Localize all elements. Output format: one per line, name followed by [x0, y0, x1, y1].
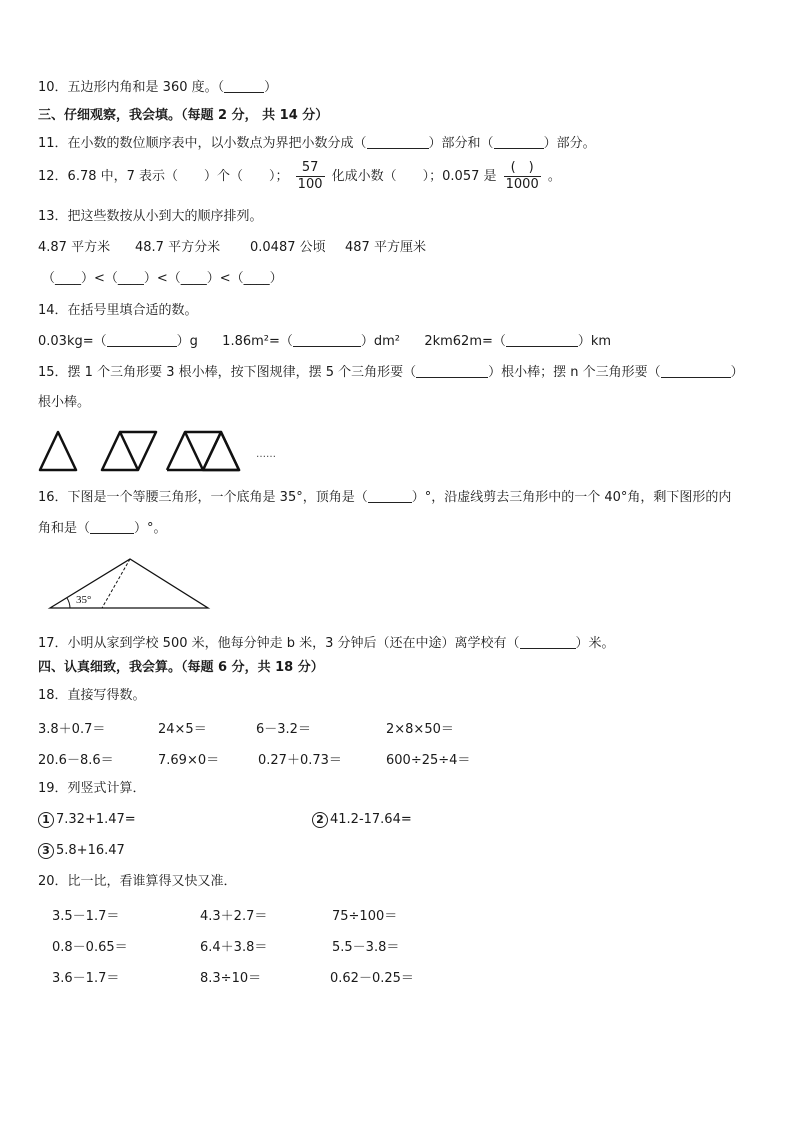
section-4-title: 四、认真细致，我会算。（每题 6 分，共 18 分） [38, 660, 324, 675]
problem: 75÷100＝ [332, 909, 398, 924]
answer-blank[interactable] [416, 365, 488, 378]
q13-item: 487 平方厘米 [345, 240, 426, 255]
problem: 6.4＋3.8＝ [200, 940, 268, 955]
angle-arc [67, 598, 70, 608]
answer-blank[interactable] [107, 334, 177, 347]
question-18: 18．直接写得数。 [38, 688, 146, 703]
problem: 8.3÷10＝ [200, 971, 262, 986]
problem: 0.27＋0.73＝ [258, 753, 342, 768]
fraction-57-100: $\frac{57}{100}$ [297, 160, 323, 192]
angle-label: 35° [76, 594, 92, 606]
problem: 3.5－1.7＝ [52, 909, 120, 924]
q19-item-3: 3 5.8+16.47 [38, 842, 125, 860]
answer-blank[interactable] [90, 521, 134, 534]
answer-blank[interactable] [224, 80, 264, 93]
question-16-cont: 角和是（ ）°。 [38, 521, 167, 536]
fraction-blank-1000[interactable]: $\frac{( )}{1000}$ [505, 160, 539, 192]
question-11: 11．在小数的数位顺序表中，以小数点为界把小数分成（ ）部分和（ ）部分。 [38, 136, 596, 151]
isosceles-triangle-figure [46, 555, 214, 613]
question-14-blanks: 0.03kg=（ ）g 1.86m²=（ ）dm² 2km62m=（ ）km [38, 334, 612, 349]
problem: 0.62－0.25＝ [330, 971, 414, 986]
problem: 3.6－1.7＝ [52, 971, 120, 986]
continuation-dots: …… [256, 449, 276, 460]
q19-item-2: 2 41.2-17.64= [312, 811, 412, 829]
question-10: 10．五边形内角和是 360 度。（ ） [38, 80, 278, 95]
answer-blank[interactable] [368, 490, 412, 503]
q13-item: 48.7 平方分米 [135, 240, 221, 255]
answer-blank[interactable] [367, 136, 429, 149]
answer-blank[interactable] [661, 365, 731, 378]
problem: 4.3＋2.7＝ [200, 909, 268, 924]
answer-blank[interactable] [293, 334, 361, 347]
question-14: 14．在括号里填合适的数。 [38, 303, 198, 318]
question-16: 16．下图是一个等腰三角形，一个底角是 35°，顶角是（ ）°，沿虚线剪去三角形中的一个 40°角，剩下图形的内 [38, 490, 732, 505]
answer-blank[interactable] [520, 636, 576, 649]
problem: 600÷25÷4＝ [386, 753, 471, 768]
triangles-3-bottom [167, 432, 239, 470]
q19-item-1: 1 7.32+1.47= [38, 811, 136, 829]
problem: 6－3.2＝ [256, 722, 311, 737]
q13-item: 4.87 平方米 [38, 240, 111, 255]
question-13: 13．把这些数按从小到大的顺序排列。 [38, 209, 263, 224]
problem: 24×5＝ [158, 722, 207, 737]
problem: 0.8－0.65＝ [52, 940, 128, 955]
question-17: 17．小明从家到学校 500 米，他每分钟走 b 米，3 分钟后（还在中途）离学校有（ ）米。 [38, 636, 615, 651]
question-15-cont: 根小棒。 [38, 395, 91, 410]
triangles-2 [102, 432, 156, 470]
triangle-1 [40, 432, 76, 470]
triangle-pattern-figure [36, 426, 286, 474]
cut-dashed-line [102, 559, 130, 608]
q13-item: 0.0487 公顷 [250, 240, 326, 255]
problem: 3.8＋0.7＝ [38, 722, 106, 737]
isosceles-triangle [50, 559, 208, 608]
question-15: 15．摆 1 个三角形要 3 根小棒，按下图规律，摆 5 个三角形要（ ）根小棒；摆 n 个三角形要（ ） [38, 365, 744, 380]
answer-blank[interactable] [494, 136, 544, 149]
problem: 5.5－3.8＝ [332, 940, 400, 955]
q13-order-blanks[interactable]: （____）<（____）<（____）<（____） [42, 271, 283, 286]
question-20: 20．比一比，看谁算得又快又准． [38, 874, 237, 889]
problem: 7.69×0＝ [158, 753, 220, 768]
problem: 20.6－8.6＝ [38, 753, 114, 768]
section-3-title: 三、仔细观察，我会填。（每题 2 分， 共 14 分） [38, 108, 329, 123]
problem: 2×8×50＝ [386, 722, 454, 737]
answer-blank[interactable] [506, 334, 578, 347]
question-12: 12．6.78 中，7 表示（ ）个（ ）； $\frac{57}{100}$ 化成小数（ ）；0.057 是 $\frac{( )}{1000}$ 。 [38, 160, 561, 192]
question-19: 19．列竖式计算． [38, 781, 146, 796]
